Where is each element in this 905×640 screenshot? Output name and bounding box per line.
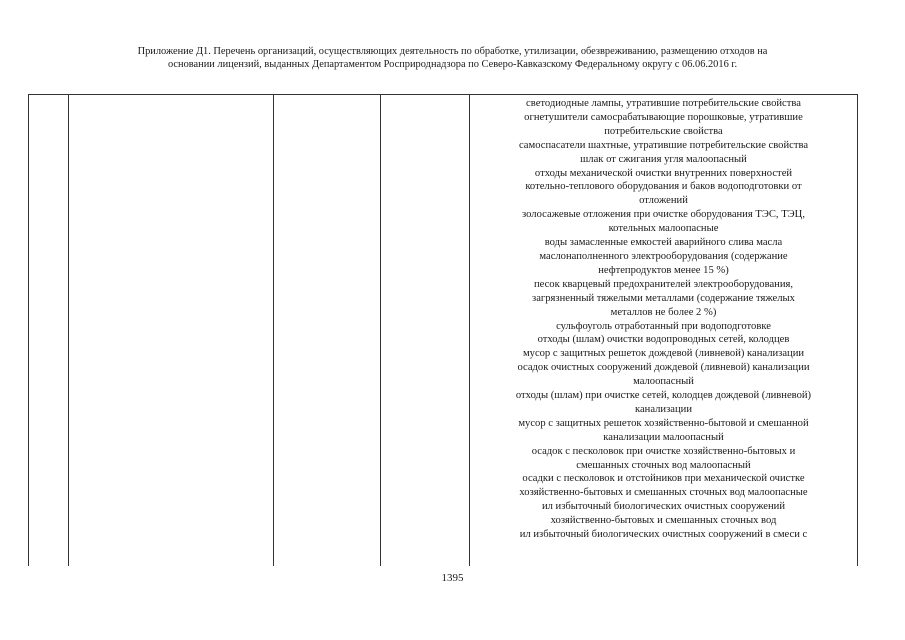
waste-item-line: котельно-теплового оборудования и баков водоподготовки от	[525, 181, 802, 193]
waste-item-line: металлов не более 2 %)	[610, 306, 717, 318]
page-number: 1395	[441, 572, 464, 584]
waste-item-line: отходы (шлам) очистки водопроводных сетей, колодцев	[537, 334, 790, 346]
waste-item-line: песок кварцевый предохранителей электрооборудования,	[533, 278, 794, 290]
waste-item-line: потребительские свойства	[604, 125, 723, 137]
waste-item-line: маслонаполненного электрооборудования (содержание	[539, 250, 788, 262]
waste-item-line: нефтепродуктов менее 15 %)	[598, 264, 729, 276]
waste-item-line: сульфоуголь отработанный при водоподготовке	[556, 320, 771, 332]
waste-item-line: хозяйственно-бытовых и смешанных сточных вод малоопасные	[519, 487, 808, 499]
header-line-1: Приложение Д1. Перечень организаций, осуществляющих деятельность по обработке, утилизации, обезвреживанию, размещению отходов на	[137, 46, 768, 57]
waste-item-line: огнетушители самосрабатывающие порошковые, утратившие	[524, 111, 803, 123]
waste-item-line: отложений	[639, 195, 688, 207]
waste-item-line: канализации малоопасный	[603, 431, 724, 443]
waste-item-line: мусор с защитных решеток дождевой (ливневой) канализации	[522, 348, 805, 360]
waste-item-line: шлак от сжигания угля малоопасный	[580, 153, 747, 165]
table-column-organization	[69, 95, 274, 566]
waste-item-line: загрязненный тяжелыми металлами (содержание тяжелых	[532, 292, 795, 304]
table-column-date	[381, 95, 470, 566]
table-column-number	[29, 95, 69, 566]
waste-item-line: хозяйственно-бытовых и смешанных сточных вод	[550, 515, 777, 527]
table-column-license	[274, 95, 381, 566]
organizations-table	[28, 94, 858, 566]
waste-item-line: ил избыточный биологических очистных сооружений	[541, 501, 786, 513]
waste-item-line: смешанных сточных вод малоопасный	[576, 459, 751, 471]
waste-item-line: ил избыточный биологических очистных сооружений в смеси с	[519, 529, 808, 541]
waste-item-line: светодиодные лампы, утратившие потребительские свойства	[526, 98, 801, 109]
document-header	[60, 45, 845, 71]
waste-item-line: осадок очистных сооружений дождевой (ливневой) канализации	[517, 362, 810, 374]
waste-item-line: канализации	[634, 403, 692, 415]
waste-item-line: отходы механической очистки внутренних поверхностей	[534, 167, 793, 179]
waste-item-line: осадок с песколовок при очистке хозяйственно-бытовых и	[531, 445, 796, 457]
waste-item-line: малоопасный	[633, 376, 694, 388]
table-column-waste-types	[470, 95, 857, 566]
waste-item-line: мусор с защитных решеток хозяйственно-бытовой и смешанной	[518, 417, 809, 429]
waste-item-line: воды замасленные емкостей аварийного слива масла	[544, 237, 783, 249]
waste-item-line: золосажевые отложения при очистке оборудования ТЭС, ТЭЦ,	[522, 209, 805, 221]
waste-item-line: котельных малоопасные	[608, 223, 719, 235]
waste-item-line: отходы (шлам) при очистке сетей, колодцев дождевой (ливневой)	[515, 390, 812, 402]
waste-item-line: осадки с песколовок и отстойников при механической очистке	[522, 473, 805, 485]
waste-item-line: самоспасатели шахтные, утратившие потребительские свойства	[518, 139, 809, 151]
header-line-2: основании лицензий, выданных Департаментом Росприроднадзора по Северо-Кавказскому Федеральному округу с 06.06.2016 г.	[167, 59, 738, 70]
